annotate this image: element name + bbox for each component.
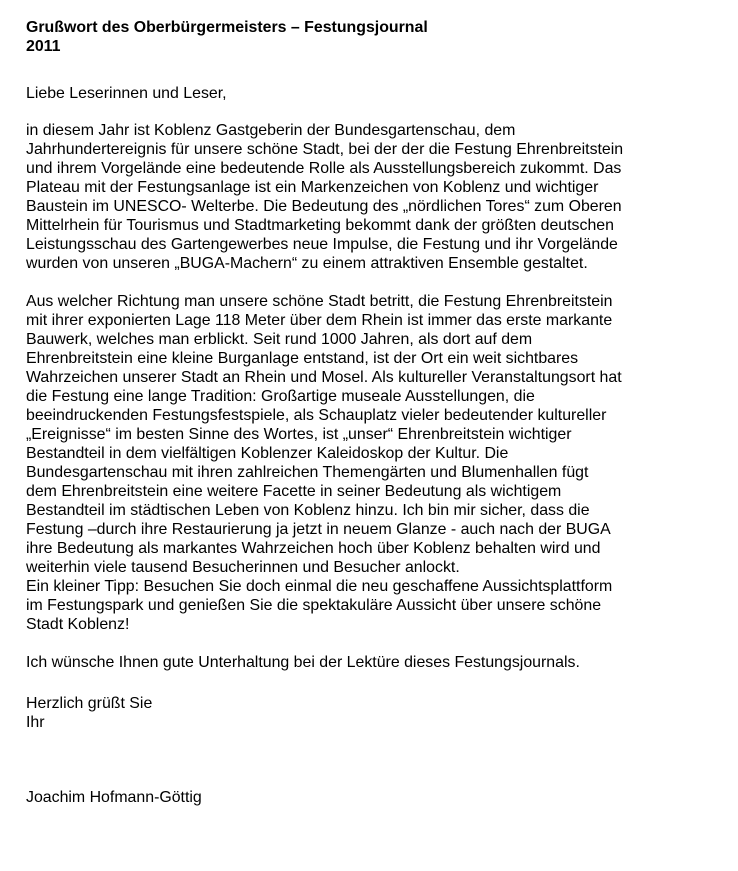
text-line: Baustein im UNESCO- Welterbe. Die Bedeutung des „nördlichen Tores“ zum Oberen [26, 198, 622, 215]
text-line: Plateau mit der Festungsanlage ist ein Markenzeichen von Koblenz und wichtiger [26, 179, 599, 196]
signature-name: Joachim Hofmann-Göttig [26, 789, 202, 806]
closing [26, 694, 726, 732]
closing-line-1: Herzlich grüßt Sie [26, 695, 153, 712]
text-line: Jahrhundertereignis für unsere schöne Stadt, bei der der die Festung Ehrenbreitstein [26, 141, 624, 158]
text-line: Mittelrhein für Tourismus und Stadtmarketing bekommt dank der größten deutschen [26, 217, 614, 234]
text-line: Bestandteil in dem vielfältigen Koblenzer Kaleidoskop der Kultur. Die [26, 445, 509, 462]
text-line: Bundesgartenschau mit ihren zahlreichen Themengärten und Blumenhallen fügt [26, 464, 589, 481]
text-line: in diesem Jahr ist Koblenz Gastgeberin der Bundesgartenschau, dem [26, 122, 516, 139]
text-line: Ein kleiner Tipp: Besuchen Sie doch einmal die neu geschaffene Aussichtsplattform [26, 578, 613, 595]
text-line: im Festungspark und genießen Sie die spektakuläre Aussicht über unsere schöne [26, 597, 602, 614]
text-line: Stadt Koblenz! [26, 616, 130, 633]
page-title [26, 18, 726, 56]
salutation: Liebe Leserinnen und Leser, [26, 85, 227, 102]
text-line: und ihrem Vorgelände eine bedeutende Rolle als Ausstellungsbereich zukommt. Das [26, 160, 622, 177]
text-line: Bauwerk, welches man erblickt. Seit rund 1000 Jahren, als dort auf dem [26, 331, 533, 348]
paragraph-3 [26, 653, 726, 672]
text-line: mit ihrer exponierten Lage 118 Meter über dem Rhein ist immer das erste markante [26, 312, 613, 329]
text-line: Ich wünsche Ihnen gute Unterhaltung bei der Lektüre dieses Festungsjournals. [26, 654, 580, 671]
text-line: weiterhin viele tausend Besucherinnen und Besucher anlockt. [26, 559, 460, 576]
text-line: ihre Bedeutung als markantes Wahrzeichen hoch über Koblenz behalten wird und [26, 540, 601, 557]
text-line: Leistungsschau des Gartengewerbes neue Impulse, die Festung und ihr Vorgelände [26, 236, 618, 253]
text-line: Aus welcher Richtung man unsere schöne Stadt betritt, die Festung Ehrenbreitstein [26, 293, 613, 310]
text-line: beeindruckenden Festungsfestspiele, als Schauplatz vieler bedeutender kultureller [26, 407, 607, 424]
text-line: Wahrzeichen unserer Stadt an Rhein und Mosel. Als kultureller Veranstaltungsort hat [26, 369, 622, 386]
text-line: wurden von unseren „BUGA-Machern“ zu einem attraktiven Ensemble gestaltet. [26, 255, 588, 272]
paragraph-2 [26, 292, 726, 634]
closing-line-2: Ihr [26, 714, 45, 731]
title-line-1: Grußwort des Oberbürgermeisters – Festungsjournal [26, 19, 428, 36]
paragraph-1 [26, 121, 726, 273]
text-line: dem Ehrenbreitstein eine weitere Facette in seiner Bedeutung als wichtigem [26, 483, 562, 500]
text-line: Bestandteil im städtischen Leben von Koblenz hinzu. Ich bin mir sicher, dass die [26, 502, 590, 519]
text-line: „Ereignisse“ im besten Sinne des Wortes, ist „unser“ Ehrenbreitstein wichtiger [26, 426, 572, 443]
letter-page [26, 18, 726, 807]
text-line: Ehrenbreitstein eine kleine Burganlage entstand, ist der Ort ein weit sichtbares [26, 350, 579, 367]
text-line: die Festung eine lange Tradition: Großartige museale Ausstellungen, die [26, 388, 535, 405]
title-line-2: 2011 [26, 38, 61, 55]
text-line: Festung –durch ihre Restaurierung ja jetzt in neuem Glanze - auch nach der BUGA [26, 521, 611, 538]
